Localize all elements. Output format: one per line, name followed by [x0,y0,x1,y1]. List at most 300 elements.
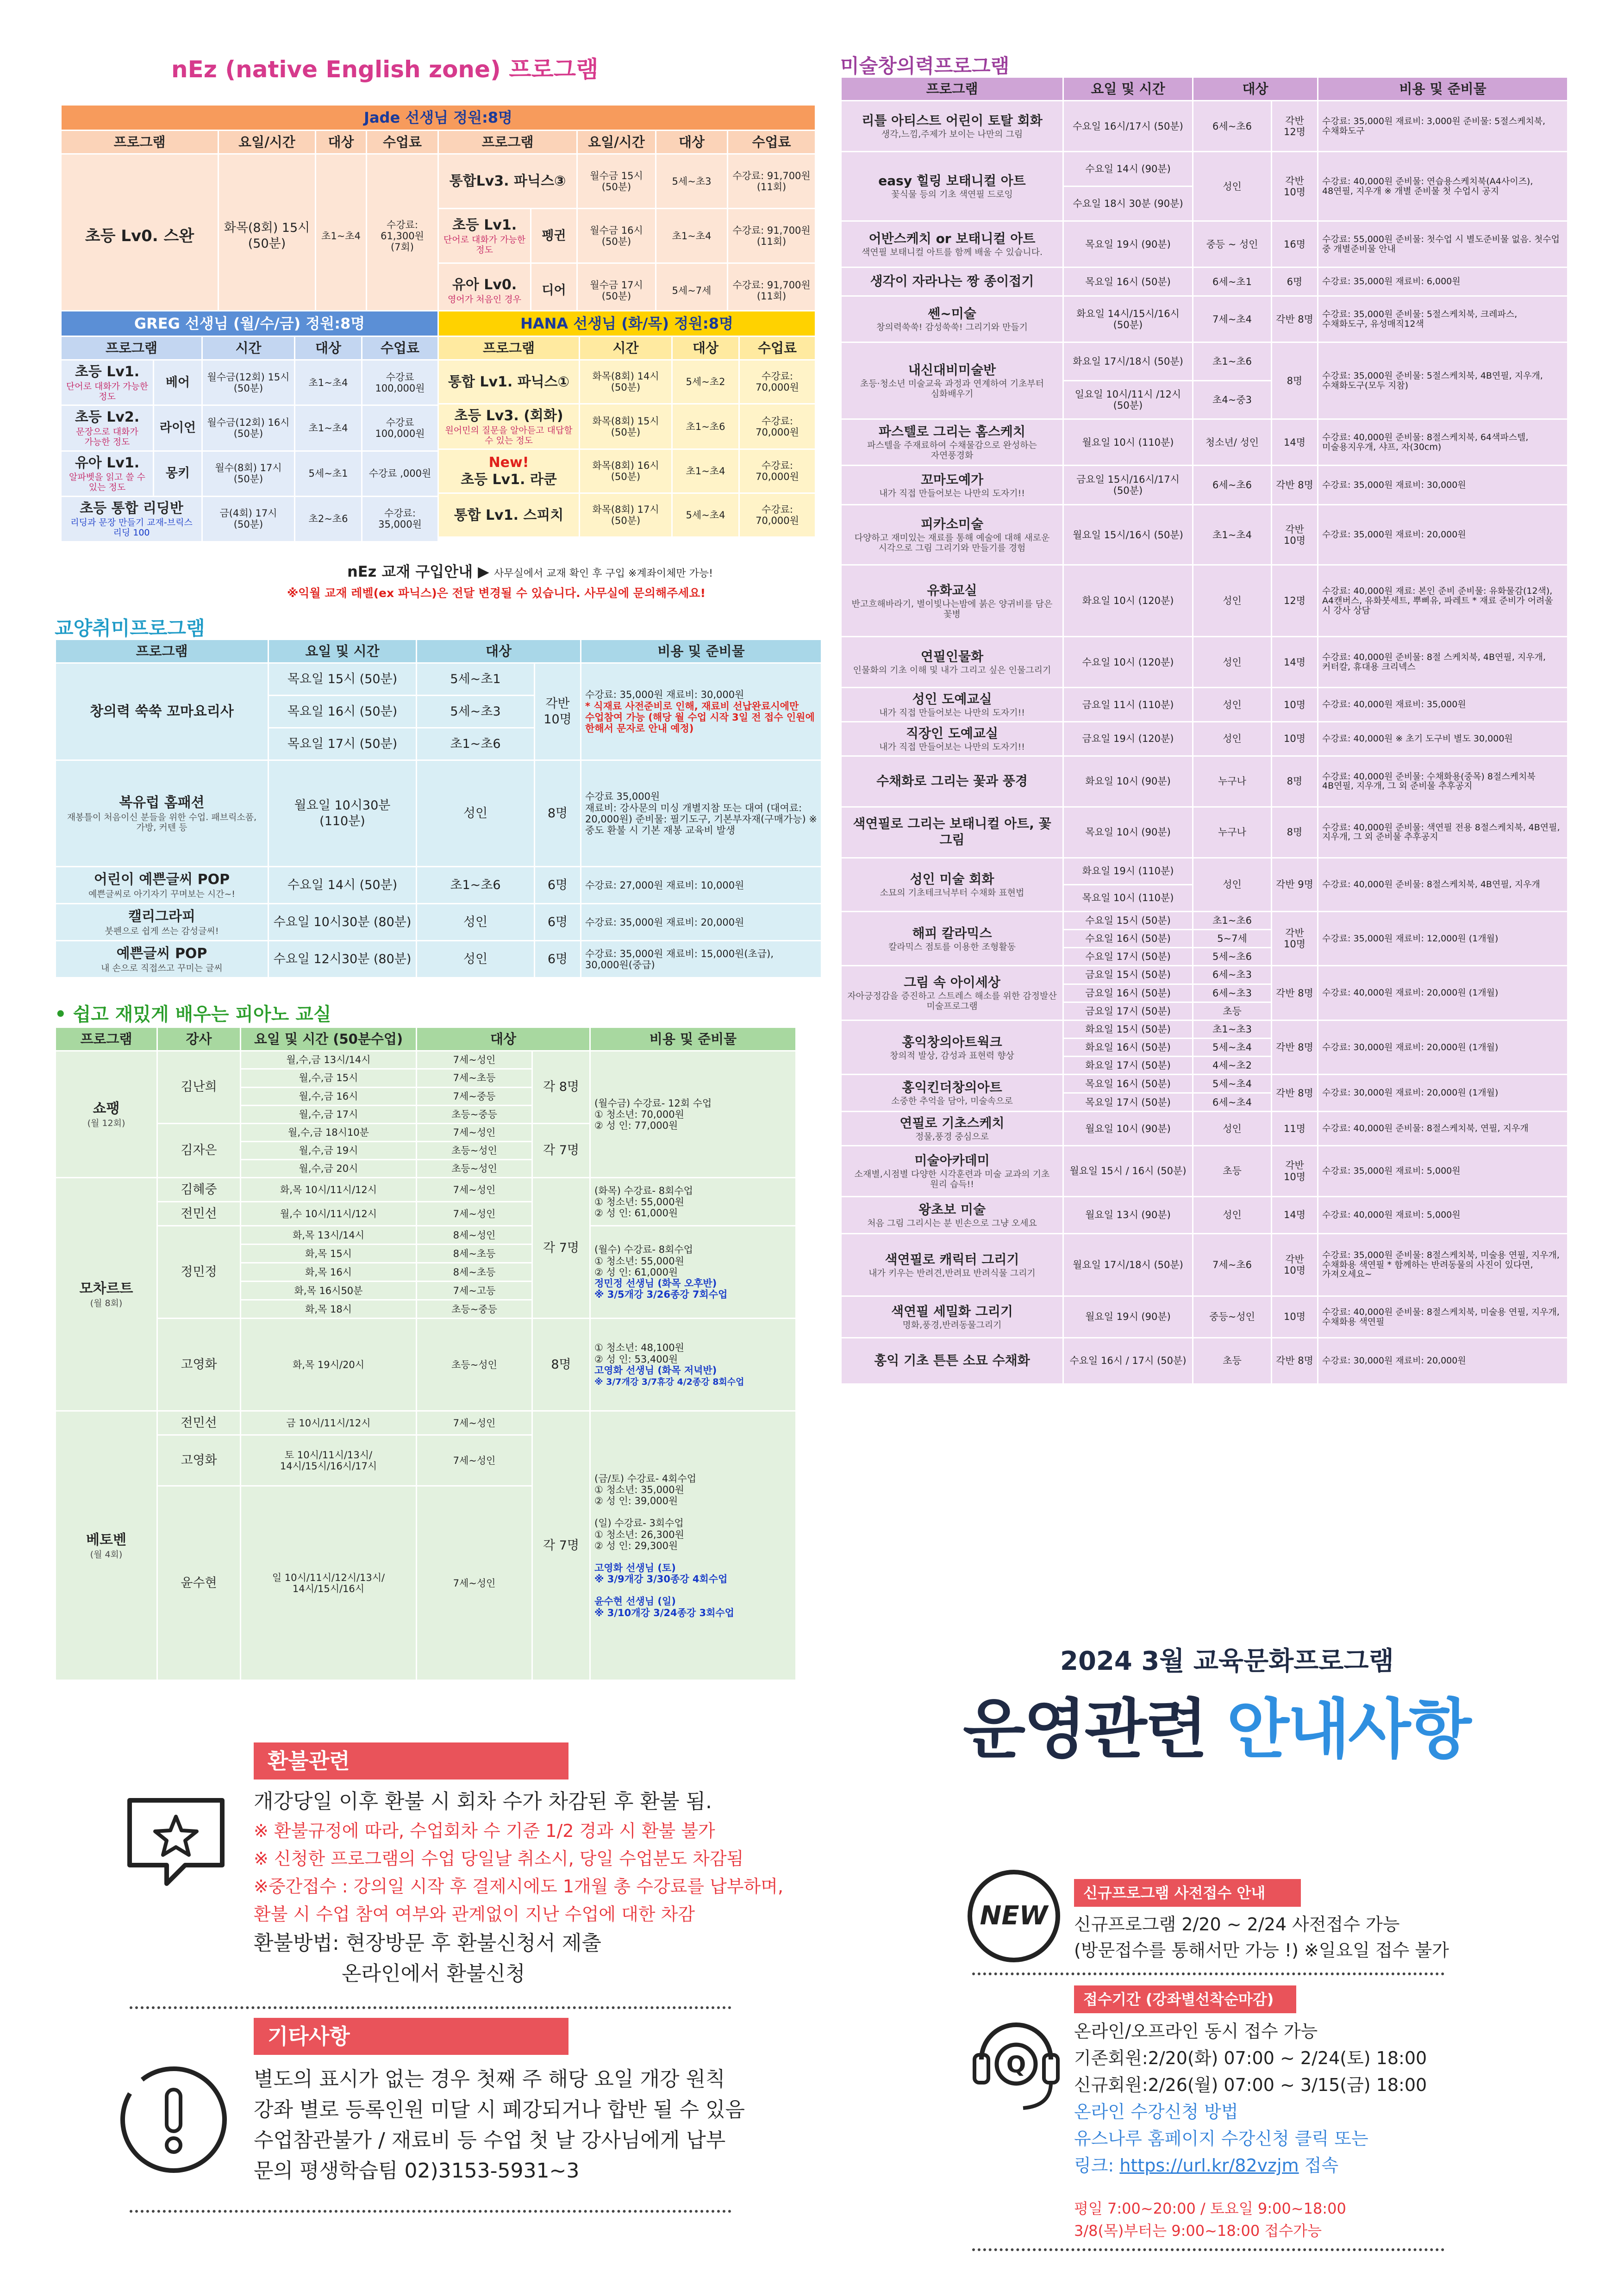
program-fee: 수강료: 40,000원 준비물: 수채화용(중목) 8절스케치북 4B연필, 지우개, 그 외 준비물 추후공지 [1318,756,1568,807]
table-row [841,342,1568,381]
fee-note: 고영화 선생님 (화목 저녁반) [594,1364,717,1376]
banner-main [963,1678,1470,1771]
program-target: 성인 [1193,152,1272,221]
program-target: 초2~초6 [295,496,362,541]
program-capacity: 각 7명 [532,1178,590,1319]
program-target: 중등~성인 [1193,1296,1272,1338]
slot-time: 월,수,금 20시 [241,1160,417,1178]
program-fee: 수강료: 30,000원 재료비: 20,000원 (1개월) [1318,1075,1568,1112]
program-target: 5세~초4 [1193,1075,1272,1093]
slot-target: 7세~성인 [417,1051,532,1069]
program-target: 5세~초4 [1193,1038,1272,1056]
table-row [841,101,1568,152]
program-name-text: 캘리그라피 [128,908,195,925]
program-time: 목요일 16시 (50분) [1063,268,1193,296]
col-header: 요일/시간 [577,131,656,154]
program-time: 화요일 10시 (90분) [1063,756,1193,807]
program-capacity: 8명 [535,760,581,867]
fee-youth: ① 청소년: 48,100원 [594,1342,684,1354]
slot-target: 8세~초등 [417,1263,532,1282]
program-desc: 소묘의 기초테크닉부터 수채화 표현법 [880,888,1024,898]
slot-target: 7세~중등 [417,1087,532,1105]
program-name [841,466,1063,505]
program-name-text: 어반스케치 or 보태니컬 아트 [868,231,1036,247]
nez-title: nEz (native English zone) 프로그램 [171,56,599,83]
slot-time: 월,수 10시/11시/12시 [241,1202,417,1226]
table-row [841,756,1568,807]
divider [130,2006,731,2009]
program-time: 목요일 10시 (110분) [1063,884,1193,911]
program-fee: 수강료: 35,000원 준비물: 5절스케치북, 크레파스, 수채화도구, 유성매직12색 [1318,296,1568,342]
fee-adult: ② 성 인: 53,400원 [594,1353,678,1365]
program-name-text: 왕초보 미술 [918,1202,986,1218]
program-name [841,1296,1063,1338]
slot-target: 7세~성인 [417,1411,532,1435]
refund-red-line: ※ 신청한 프로그램의 수업 당일날 취소시, 당일 수업분도 차감됨 [254,1848,744,1869]
program-target: 6세~초4 [1193,1093,1272,1112]
program-target: 초1~초4 [672,449,739,493]
etc-line: 별도의 표시가 없는 경우 첫째 주 해당 요일 개강 원칙 [254,2067,725,2091]
col-header: 대상 [295,336,362,360]
teacher-name: 고영화 [157,1319,241,1411]
program-name [56,1411,157,1680]
program-time: 수요일 16시 / 17시 (50분) [1063,1338,1193,1384]
program-name-text: 피카소미술 [920,516,984,532]
program-target: 초등 [1193,1002,1272,1020]
program-name: 통합Lv3. 파닉스③ [438,154,577,209]
program-target: 5세~초4 [672,493,739,537]
period-body [1074,2018,1427,2242]
table-row [841,565,1568,637]
program-name-text: 초등 통합 리딩반 [80,500,183,516]
program-target: 5세~초3 [656,154,728,209]
col-header: 대상 [656,131,728,154]
period-line: 유스나루 홈페이지 수강신청 클릭 또는 [1074,2128,1368,2149]
slot-target: 초등~중등 [417,1105,532,1123]
col-header: 수업료 [739,336,816,360]
program-target: 5세~초1 [295,451,362,496]
program-fee [590,1226,796,1319]
program-time: 월요일 10시 (90분) [1063,1112,1193,1146]
refund-line: 환불방법: 현장방문 후 환불신청서 제출 [254,1931,601,1955]
program-name [841,505,1063,565]
program-level-desc: 리딩과 문장 만들기 교재-브릭스 리딩 100 [70,517,193,538]
program-name-text: 모차르트 [79,1281,133,1297]
program-time: 화요일 19시 (110분) [1063,858,1193,884]
greg-header: GREG 선생님 (월/수/금) 정원:8명 [61,311,438,336]
program-time: 금(4회) 17시(50분) [202,496,295,541]
program-target: 4세~초2 [1193,1057,1272,1075]
program-name: 통합 Lv1. 스피치 [438,493,580,537]
program-time: 월수(8회) 17시(50분) [202,451,295,496]
refund-red-line: 환불 시 수업 참여 여부와 관계없이 지난 수업에 대한 차감 [254,1904,695,1924]
fee-youth: ① 청소년: 55,000원 [594,1255,684,1267]
program-capacity: 각반 10명 [1272,1146,1318,1197]
program-name-text: 직장인 도예교실 [906,726,999,741]
program-fee: 수강료: 70,000원 [739,360,816,404]
program-desc: 내가 직접 만들어보는 나만의 도자기!! [879,488,1025,498]
slot-target: 8세~초등 [417,1244,532,1263]
program-fee: 수강료: 40,000원 재료비: 35,000원 [1318,688,1568,722]
program-target: 성인 [1193,858,1272,911]
program-desc: 내가 직접 만들어보는 나만의 도자기!! [879,742,1025,753]
program-name [841,1146,1063,1197]
program-level-desc: 단어로 대화가 가능한 정도 [66,381,149,402]
period-line [1074,2152,1427,2179]
program-time: 월요일 15시 / 16시 (50분) [1063,1146,1193,1197]
program-name [56,760,269,867]
program-target: 6세~초3 [1193,984,1272,1002]
col-header: 대상 [316,131,367,154]
program-target: 6세~초6 [1193,101,1272,152]
program-time: 목요일 16시 (50분) [269,696,417,728]
program-capacity: 10명 [1272,1296,1318,1338]
registration-link[interactable]: https://url.kr/82vzjm [1119,2155,1299,2176]
program-desc: 칼라믹스 점토를 이용한 조형활동 [888,941,1016,952]
table-row [841,296,1568,342]
program-target: 성인 [417,760,535,867]
program-fee: 수강료: 27,000원 재료비: 10,000원 [581,867,822,904]
program-name [56,1051,157,1178]
program-capacity: 각반 12명 [1272,101,1318,152]
program-desc: 생각,느낌,주제가 보이는 나만의 그림 [881,129,1023,140]
program-time: 수요일 16시 (50분) [1063,930,1193,948]
fee-note: 정민정 선생님 (화목 오후반) [594,1277,717,1289]
program-name-text: 초등 Lv1. [75,364,140,380]
program-target: 5세~초1 [417,663,535,696]
program-time: 월요일 19시 (90분) [1063,1296,1193,1338]
program-fee: 수강료 ,000원 [362,451,438,496]
program-time: 금요일 11시 (110분) [1063,688,1193,722]
col-header: 프로그램 [56,1027,157,1051]
program-time: 수요일 15시 (50분) [1063,911,1193,929]
program-target: 초1~초3 [1193,1020,1272,1038]
program-capacity: 각반 8명 [1272,966,1318,1020]
star-chat-icon [116,1791,236,1898]
newreg-body [1074,1911,1449,1963]
col-header: 요일 및 시간 [1063,77,1193,101]
program-target: 초1~초6 [417,867,535,904]
program-name-text: 유화교실 [927,582,977,598]
program-capacity: 14명 [1272,1197,1318,1234]
teacher-name: 윤수현 [157,1486,241,1680]
program-name [841,688,1063,722]
program-desc: 인물화의 기초 이해 및 내가 그리고 싶은 인물그리기 [853,665,1051,676]
hana-header: HANA 선생님 (화/목) 정원:8명 [438,311,816,336]
program-name [841,268,1063,296]
program-capacity: 8명 [532,1319,590,1411]
fee-adult: ② 성 인: 61,000원 [594,1207,678,1219]
fee-youth: ① 청소년: 26,300원 [594,1529,684,1540]
program-name [841,911,1063,965]
program-time: 월수금(12회) 16시(50분) [202,405,295,451]
etc-body [254,2064,745,2186]
program-fee: 수강료: 40,000원 준비물: 8절스케치북, 미술용 연필, 지우개, 수채화용 색연필 [1318,1296,1568,1338]
program-time: 목요일 17시 (50분) [269,728,417,760]
program-target: 초등 [1193,1338,1272,1384]
slot-target: 초등~중등 [417,1300,532,1319]
program-desc: 정물,풍경 중심으로 [915,1132,989,1142]
fee-text: 수강료 35,000원 [585,791,660,803]
divider [972,1972,1444,1975]
program-name [61,496,202,541]
program-desc: 반고흐해바라기, 별이빛나는밤에 붉은 양귀비를 담은 꽃병 [851,598,1053,619]
slot-time: 화,목 19시/20시 [241,1319,417,1411]
program-name [841,152,1063,221]
program-fee: 수강료: 40,000원 재료: 본인 준비 준비물: 유화물감(12색), A4캔버스, 유화붓세트, 뿌삐유, 파레트 * 재료 준비가 어려울 시 강사 상담 [1318,565,1568,637]
program-target: 초1~초4 [295,405,362,451]
program-name-text: 베토벤 [86,1532,126,1549]
program-target: 6세~초1 [1193,268,1272,296]
program-target: 초1~초6 [1193,911,1272,929]
fee-youth: ① 청소년: 35,000원 [594,1484,684,1495]
slot-time: 월,수,금 13시/14시 [241,1051,417,1069]
program-desc: 파스텔을 주재료하여 수채물감으로 완성하는 자연풍경화 [867,440,1037,461]
program-target: 청소년/ 성인 [1193,419,1272,466]
program-name [438,449,580,493]
program-target: 중등 ~ 성인 [1193,221,1272,268]
fee-text: (월수금) 수강료- 12회 수업 [594,1097,712,1109]
slot-target: 7세~초등 [417,1069,532,1087]
refund-body [254,1786,783,1989]
piano-title: • 쉽고 재밌게 배우는 피아노 교실 [55,1004,331,1025]
col-header: 대상 [417,1027,590,1051]
nez-jade-table [60,104,815,318]
fee-note: 고영화 선생님 (토) [594,1562,676,1574]
program-desc: 창의적 발상, 감성과 표현력 향상 [890,1050,1014,1061]
program-time: 화목(8회) 15시 (50분) [219,154,316,318]
teacher-name: 고영화 [157,1435,241,1486]
program-name [841,722,1063,756]
col-header: 수업료 [362,336,438,360]
program-teacher: 몽키 [154,451,202,496]
program-target: 성인 [1193,688,1272,722]
program-time: 목요일 17시 (50분) [1063,1093,1193,1112]
program-target: 5세~초2 [672,360,739,404]
program-capacity: 10명 [1272,722,1318,756]
nez-warning: ※익월 교재 레벨(ex 파닉스)은 전달 변경될 수 있습니다. 사무실에 문의해주세요! [287,586,706,600]
program-capacity: 각반 8명 [1272,466,1318,505]
slot-target: 8세~성인 [417,1226,532,1244]
program-name-text: 미술아카데미 [914,1153,990,1169]
exclamation-icon [116,2062,231,2178]
table-row [841,221,1568,268]
program-name: 초등 Lv0. 스완 [61,154,219,318]
program-fee: 수강료: 35,000원 준비물: 5절스케치북, 4B연필, 지우개, 수채화도구(모두 지참) [1318,342,1568,419]
program-time: 화요일 15시 (50분) [1063,1020,1193,1038]
program-desc: 색연필 보태니컬 아트를 함께 배울 수 있습니다. [861,247,1043,258]
program-name-text: 쇼팽 [93,1101,120,1117]
program-fee: 수강료: 40,000원 준비물: 8절스케치북, 4B연필, 지우개 [1318,858,1568,911]
slot-target: 7세~고등 [417,1282,532,1300]
teacher-name: 전민선 [157,1202,241,1226]
program-target: 초4~중3 [1193,381,1272,419]
period-line: 신규회원:2/26(월) 07:00 ~ 3/15(금) 18:00 [1074,2075,1427,2095]
table-row [841,807,1568,858]
purchase-detail: 사무실에서 교재 확인 후 구입 ※계좌이체만 가능! [493,568,713,579]
program-name-text: 유아 Lv0. [452,277,517,293]
program-target: 성인 [1193,722,1272,756]
program-name-text: 초등 Lv1. [452,217,517,234]
table-row [841,722,1568,756]
program-name-text: 초등 Lv3. (회화) [454,408,563,424]
col-header: 비용 및 준비물 [590,1027,796,1051]
col-header: 대상 [417,640,581,663]
program-time: 금요일 19시 (120분) [1063,722,1193,756]
fee-adult: ② 성 인: 29,300원 [594,1540,678,1551]
col-header: 비용 및 준비물 [581,640,822,663]
program-target: 초1~초6 [417,728,535,760]
program-fee: 수강료: 40,000원 재료비: 20,000원 (1개월) [1318,966,1568,1020]
program-fee [590,1411,796,1680]
program-name [841,1197,1063,1234]
program-name-text: 내신대비미술반 [908,362,996,378]
program-name [841,342,1063,419]
program-level-desc: 단어로 대화가 가능한 정도 [443,234,526,255]
program-name-text: 성인 도예교실 [912,691,992,707]
col-header: 수업료 [728,131,816,154]
program-name [56,941,269,978]
program-fee: 수강료: 35,000원 재료비: 15,000원(초급), 30,000원(중급) [581,941,822,978]
divider [130,2210,731,2213]
program-fee: 수강료: 35,000원 재료비: 12,000원 (1개월) [1318,911,1568,965]
program-name [438,209,531,263]
program-fee: 수강료 100,000원 [362,405,438,451]
slot-target: 7세~성인 [417,1486,532,1680]
period-tag: 접수기간 (강좌별선착순마감) [1074,1985,1296,2013]
program-name [438,404,580,449]
program-fee: 수강료: 35,000원 재료비: 5,000원 [1318,1146,1568,1197]
program-name [61,405,154,451]
program-target: 6세~초3 [1193,966,1272,984]
program-fee: 수강료: 35,000원 재료비: 20,000원 [1318,505,1568,565]
program-time: 금요일 17시 (50분) [1063,1002,1193,1020]
program-capacity: 8명 [1272,342,1318,419]
program-fee: 수강료: 40,000원 준비물: 8절 스케치북, 4B연필, 지우개, 커터칼, 휴대용 크리넥스 [1318,637,1568,688]
program-count: (월 4회) [90,1549,123,1560]
fee-note: * 식재료 사전준비로 인해, 재료비 선납완료시에만 수업참여 가능 (해당 월 수업 시작 3일 전 접수 인원에 한해서 문자로 안내 예정) [585,700,815,734]
refund-red-line: ※중간접수 : 강의일 시작 후 결제시에도 1개월 총 수강료를 납부하며, [254,1876,784,1897]
program-target: 성인 [1193,1112,1272,1146]
fee-text: (금/토) 수강료- 4회수업 [594,1473,697,1484]
table-row [841,688,1568,722]
program-fee: 수강료: 30,000원 재료비: 20,000원 [1318,1338,1568,1384]
program-time: 화목(8회) 14시(50분) [580,360,672,404]
program-time: 월요일 17시/18시 (50분) [1063,1234,1193,1296]
teacher-name: 정민정 [157,1226,241,1319]
slot-time: 화,목 18시 [241,1300,417,1319]
slot-target: 7세~성인 [417,1123,532,1141]
headset-search-icon [968,2004,1065,2124]
link-label: 링크: [1074,2155,1120,2176]
slot-time: 월,수,금 16시 [241,1087,417,1105]
program-fee: 수강료: 35,000원 준비물: 8절스케치북, 미술용 연필, 지우개, 수채화용 색연필 * 함께하는 반려동물의 사진이 있다면, 가져오세요~ [1318,1234,1568,1296]
period-red-line: 3/8(목)부터는 9:00~18:00 접수가능 [1074,2222,1322,2240]
slot-time: 화,목 16시 [241,1263,417,1282]
program-capacity: 6명 [535,941,581,978]
teacher-name: 전민선 [157,1411,241,1435]
program-name [841,756,1063,807]
table-row [841,911,1568,929]
program-fee [590,1178,796,1226]
newreg-line: 신규프로그램 2/20 ~ 2/24 사전접수 가능 [1074,1914,1400,1935]
program-target: 초1~초4 [1193,505,1272,565]
program-name-text: 성인 미술 회화 [910,871,994,887]
program-level-desc: 원어민의 질문을 알아듣고 대답할 수 있는 정도 [445,425,573,446]
slot-target: 초등~성인 [417,1141,532,1159]
program-fee [581,760,822,867]
program-name [841,1075,1063,1112]
program-target: 5세~초6 [1193,948,1272,966]
col-header: 시간 [202,336,295,360]
teacher-name: 김자은 [157,1123,241,1177]
program-name [841,1112,1063,1146]
program-desc: 처음 그림 그리시는 분 빈손으로 그냥 오세요 [867,1218,1037,1229]
program-fee: 수강료: 40,000원 준비물: 8절스케치북, 64색파스텔, 미술용지우개, 샤프, 자(30cm) [1318,419,1568,466]
refund-line: 온라인에서 환불신청 [342,1962,525,1985]
program-name-text: 꼬마도예가 [920,472,984,487]
table-row [841,637,1568,688]
banner-year: 2024 3월 교육문화프로그램 [1060,1646,1394,1676]
program-capacity: 10명 [1272,688,1318,722]
etc-line: 강좌 별로 등록인원 미달 시 폐강되거나 합반 될 수 있음 [254,2098,745,2122]
program-capacity: 8명 [1272,807,1318,858]
program-name-text: 연필로 기초스케치 [899,1115,1005,1131]
program-target: 7세~초4 [1193,296,1272,342]
program-fee: 수강료: 35,000원 [362,496,438,541]
program-desc: 초등·청소년 미술교육 과정과 연계하여 기초부터 심화배우기 [860,379,1044,399]
period-line: 기존회원:2/20(화) 07:00 ~ 2/24(토) 18:00 [1074,2048,1427,2068]
col-header: 시간 [580,336,672,360]
table-row [841,1112,1568,1146]
fee-adult: ② 성 인: 39,000원 [594,1495,678,1507]
program-target: 5세~초3 [417,696,535,728]
program-time: 수요일 16시/17시 (50분) [1063,101,1193,152]
newreg-line: (방문접수를 통해서만 가능 !) ※일요일 접수 불가 [1074,1940,1449,1960]
program-name [841,565,1063,637]
culture-table [55,639,821,978]
program-desc: 예쁜글씨로 아기자기 꾸며보는 시간~! [88,889,235,899]
program-time: 목요일 10시 (90분) [1063,807,1193,858]
program-time: 화요일 17시/18시 (50분) [1063,342,1193,381]
culture-title: 교양취미프로그램 [55,617,205,640]
program-time: 월수금(12회) 15시(50분) [202,360,295,405]
program-level-desc: 영어가 처음인 경우 [448,294,521,305]
new-badge: New! [488,454,529,471]
program-name [841,858,1063,911]
slot-target: 초등~성인 [417,1160,532,1178]
program-name-text: 파스텔로 그리는 홈스케치 [878,424,1026,440]
program-capacity: 각반 10명 [1272,911,1318,965]
program-name-text: 색연필 세밀화 그리기 [891,1304,1013,1319]
fee-note: ※ 3/5개강 3/26종강 7회수업 [594,1288,728,1300]
slot-time: 화,목 15시 [241,1244,417,1263]
program-capacity: 12명 [1272,565,1318,637]
slot-time: 월,수,금 15시 [241,1069,417,1087]
program-level-desc: 알파벳을 읽고 쓸 수 있는 정도 [69,472,145,492]
program-target: 성인 [417,904,535,941]
program-name-text: 어린이 예쁜글씨 POP [94,871,230,888]
program-name [56,904,269,941]
divider [972,2248,1444,2251]
program-target: 7세~초6 [1193,1234,1272,1296]
teacher-name: 김혜중 [157,1178,241,1202]
program-name [841,419,1063,466]
program-desc: 자아긍정감을 증진하고 스트레스 해소를 위한 감정발산 미술프로그램 [847,991,1057,1012]
program-capacity: 8명 [1272,756,1318,807]
program-target: 5~7세 [1193,930,1272,948]
program-time: 금요일 15시/16시/17시 (50분) [1063,466,1193,505]
